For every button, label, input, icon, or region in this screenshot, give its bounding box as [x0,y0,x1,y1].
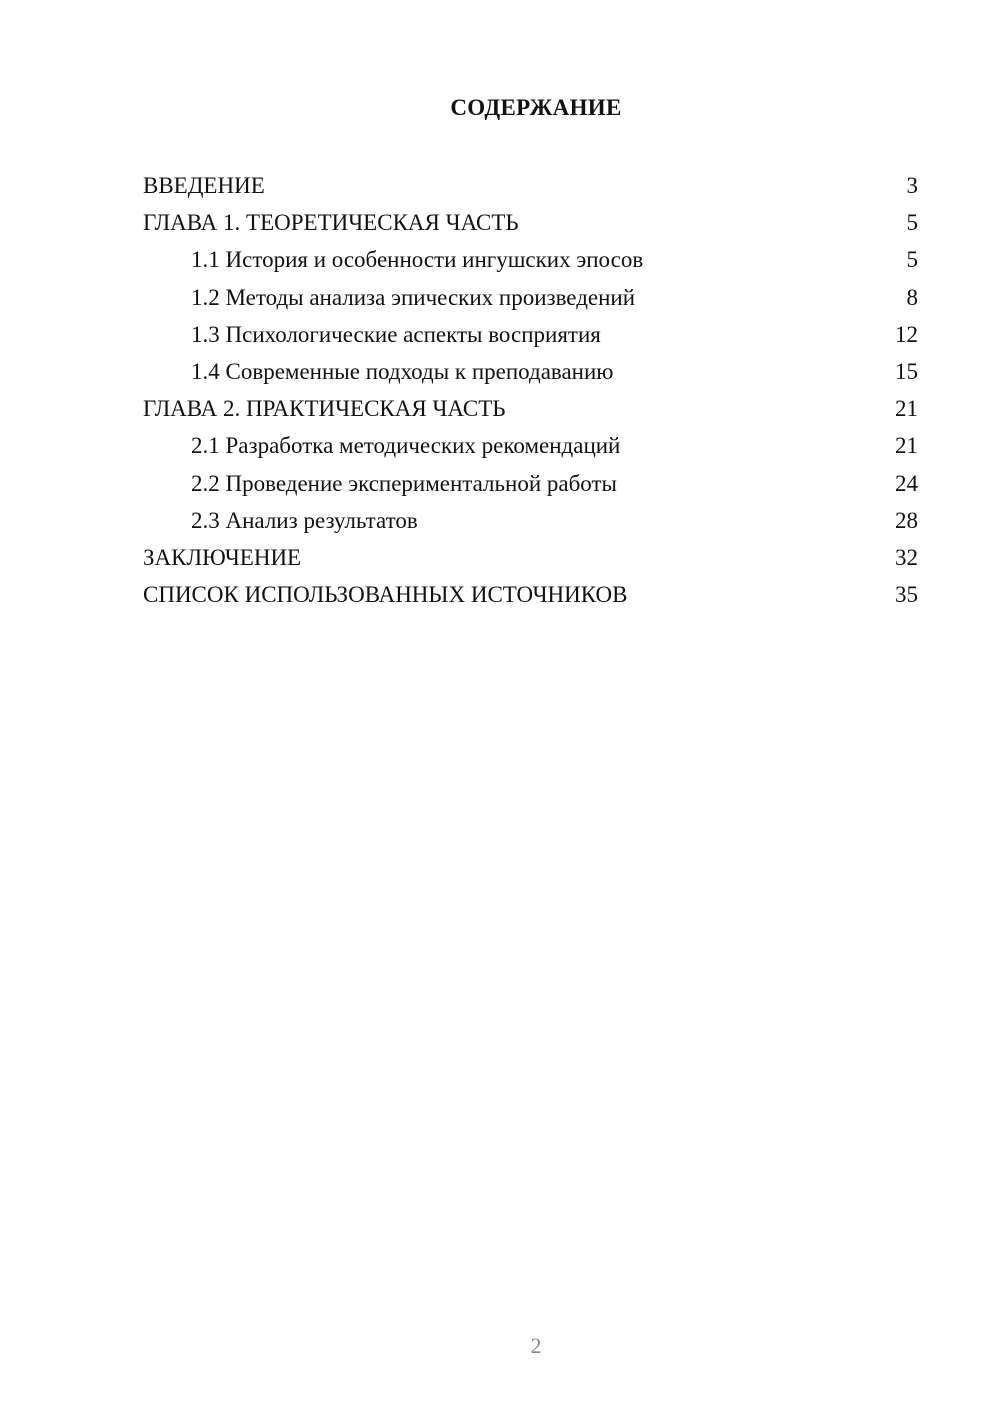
toc-entry-page-number: 3 [906,173,918,198]
toc-entry-label: 1.4 Современные подходы к преподаванию [191,358,614,384]
toc-entry-section-1-4[interactable] [143,353,918,390]
toc-entry-section-2-2[interactable] [143,465,918,502]
toc-entry-label: ГЛАВА 1. ТЕОРЕТИЧЕСКАЯ ЧАСТЬ [143,210,519,236]
toc-entry-page-number: 12 [895,321,918,347]
page-number: 2 [530,1333,542,1358]
page-title: СОДЕРЖАНИЕ [450,95,622,120]
toc-entry-label: 2.3 Анализ результатов [191,507,418,533]
toc-entry-label: 2.1 Разработка методических рекомендаций [191,433,621,459]
toc-entry-label: СПИСОК ИСПОЛЬЗОВАННЫХ ИСТОЧНИКОВ [143,582,628,608]
table-of-contents [143,167,918,613]
toc-entry-page-number: 28 [895,507,918,533]
toc-entry-label: 2.2 Проведение экспериментальной работы [191,470,617,496]
toc-entry-page-number: 5 [906,210,918,236]
toc-entry-page-number: 15 [895,358,918,384]
toc-entry-chapter-2[interactable] [143,390,918,427]
toc-entry-page-number: 35 [895,582,918,608]
toc-entry-section-1-1[interactable] [143,241,918,278]
toc-entry-introduction[interactable] [143,167,918,204]
toc-entry-page-number: 21 [895,433,918,459]
toc-entry-page-number: 8 [906,284,918,310]
toc-entry-page-number: 32 [895,544,918,570]
toc-entry-conclusion[interactable] [143,539,918,576]
toc-entry-section-2-1[interactable] [143,427,918,464]
toc-entry-label: ГЛАВА 2. ПРАКТИЧЕСКАЯ ЧАСТЬ [143,396,506,422]
toc-entry-chapter-1[interactable] [143,204,918,241]
toc-entry-page-number: 24 [895,470,918,496]
toc-entry-label: ЗАКЛЮЧЕНИЕ [143,544,302,570]
toc-entry-label: 1.3 Психологические аспекты восприятия [191,321,601,347]
toc-entry-section-1-2[interactable] [143,279,918,316]
toc-entry-section-1-3[interactable] [143,316,918,353]
toc-entry-section-2-3[interactable] [143,502,918,539]
toc-entry-references[interactable] [143,576,918,613]
toc-entry-label: 1.1 История и особенности ингушских эпосов [191,247,644,273]
toc-entry-label: ВВЕДЕНИЕ [143,173,265,198]
toc-entry-page-number: 21 [895,396,918,422]
toc-entry-label: 1.2 Методы анализа эпических произведений [191,284,636,310]
toc-entry-page-number: 5 [906,247,918,273]
